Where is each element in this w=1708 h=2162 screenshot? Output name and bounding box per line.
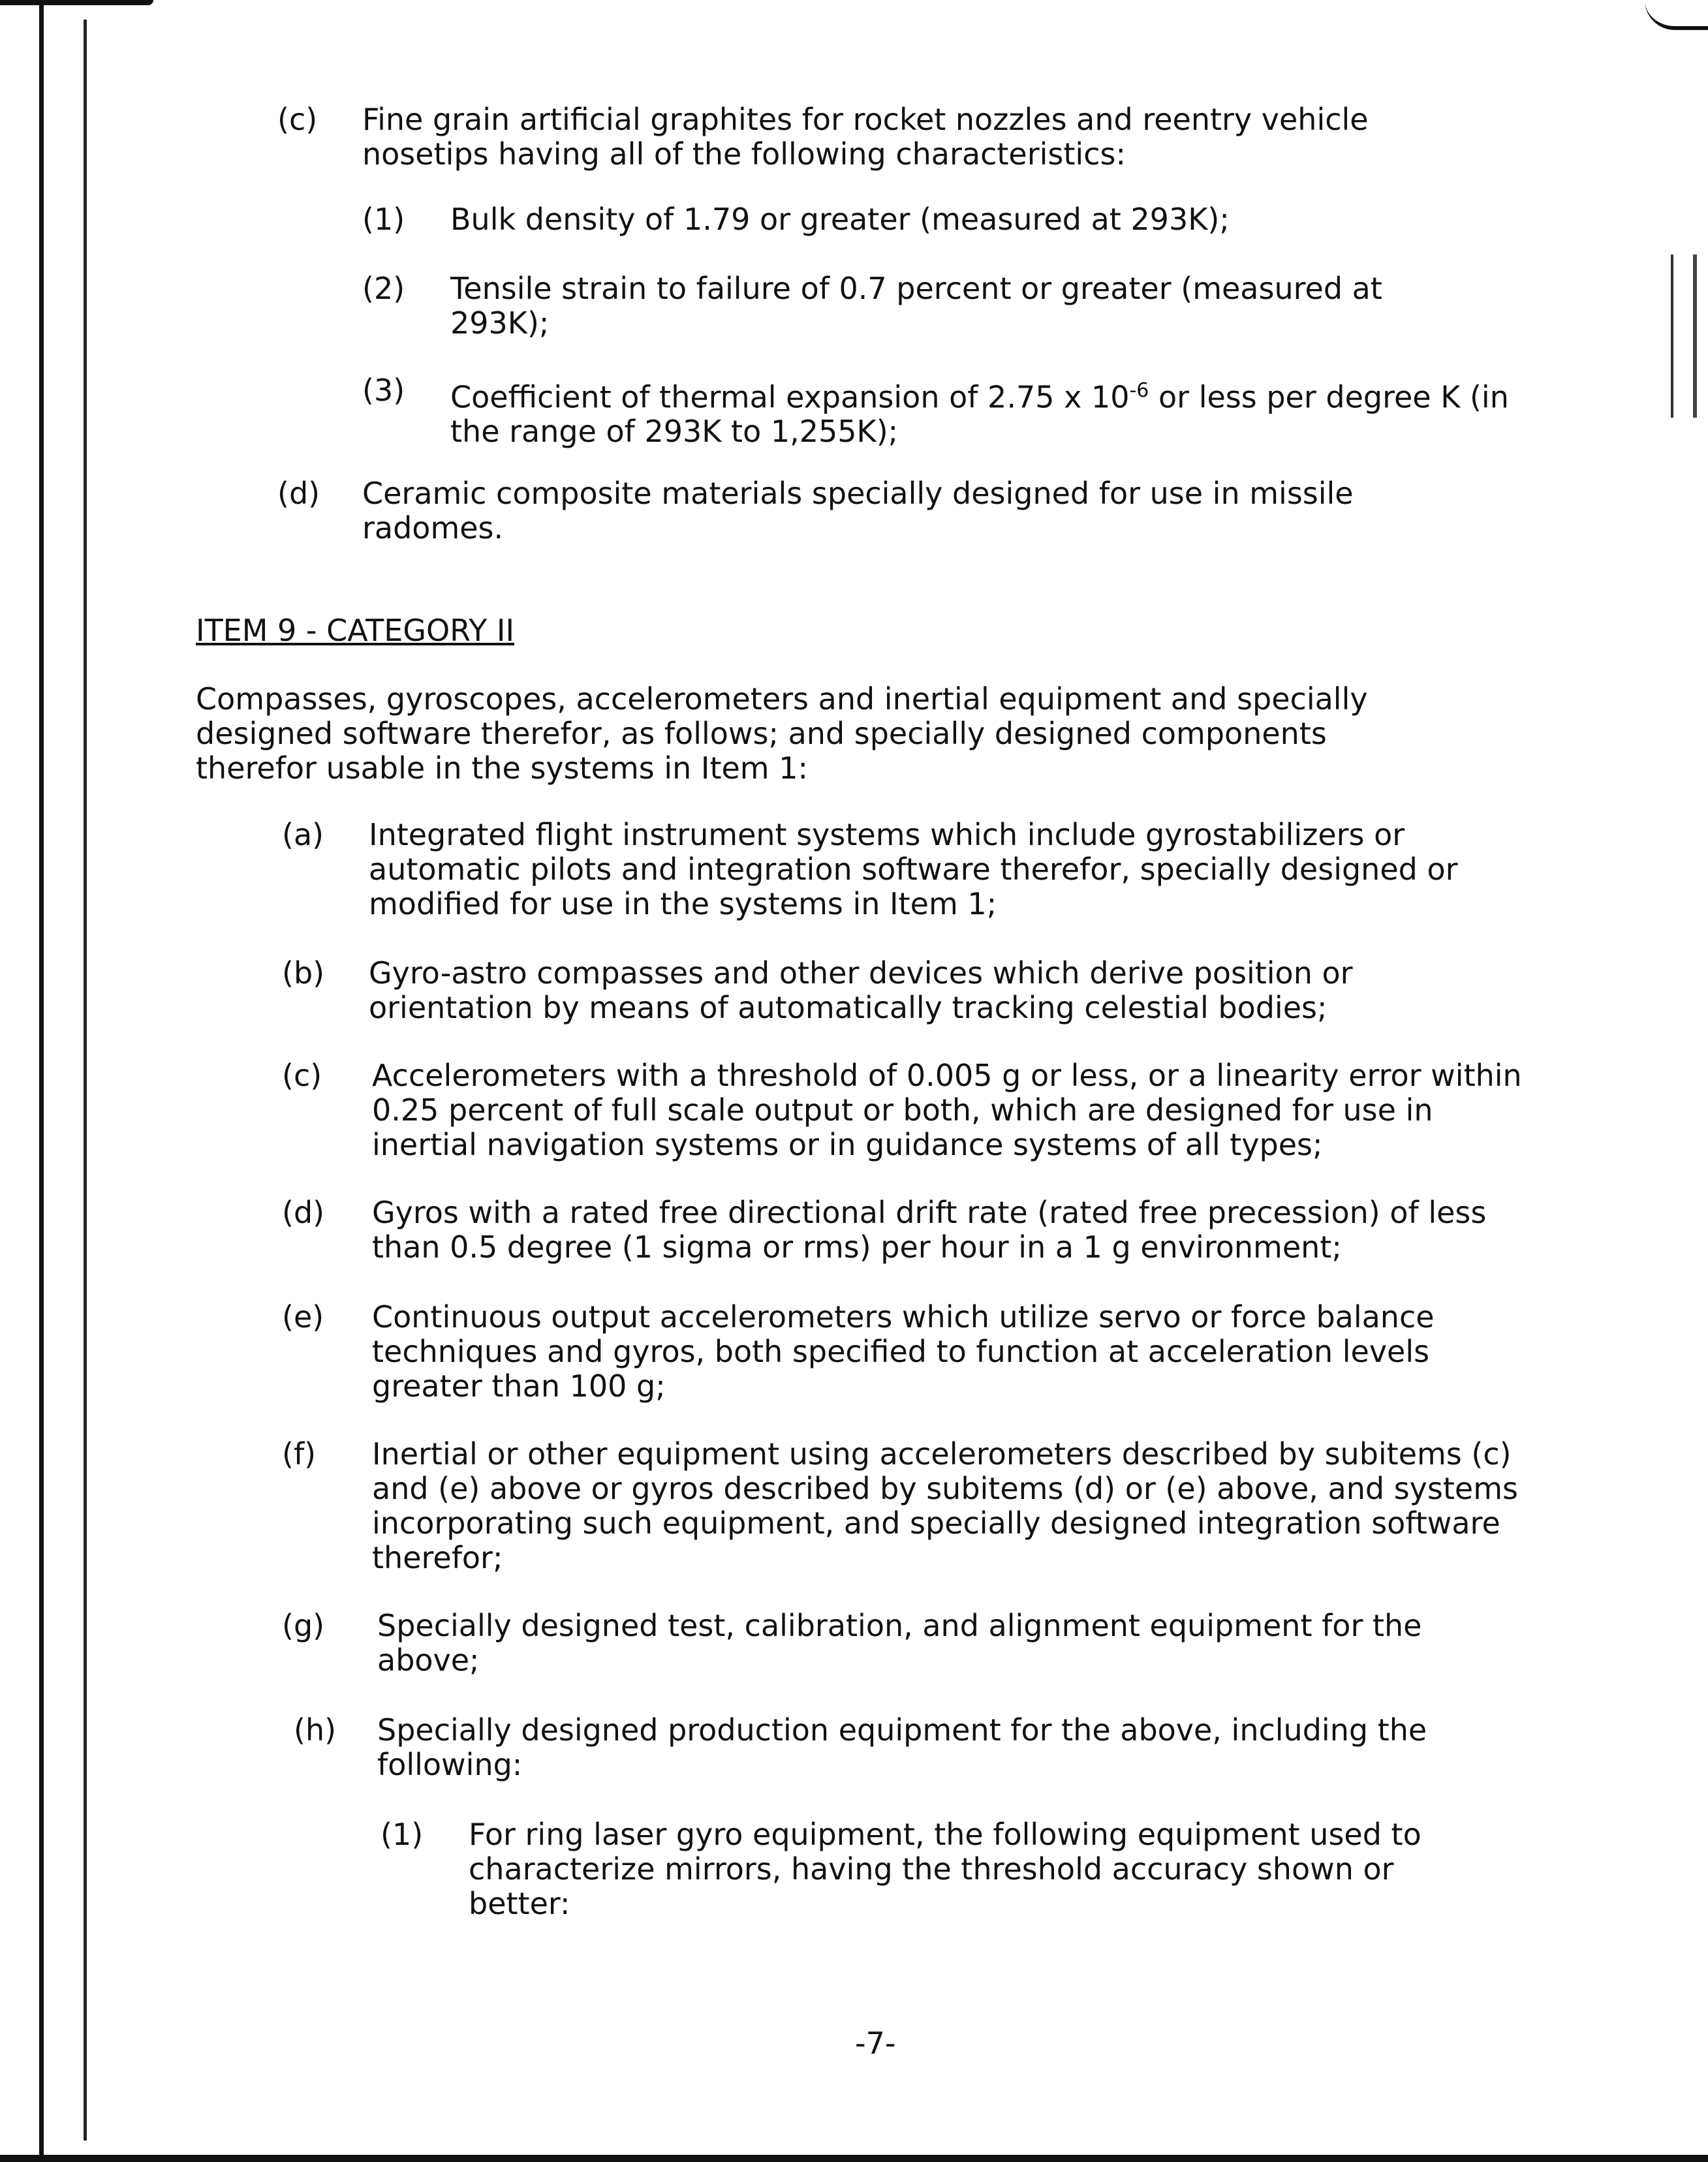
page-number: -7- [855, 2026, 896, 2061]
item-c-sub2-label: (2) [362, 271, 405, 306]
scan-edge-right-mark [1671, 255, 1697, 418]
scan-edge-corner [1645, 0, 1708, 30]
scan-edge-top [0, 0, 153, 5]
item9-h-sub1-label: (1) [380, 1817, 424, 1852]
item9-b-label: (b) [282, 955, 325, 991]
item-c-sub3-text-after: or less per degree K (in the range of 293K to 1,255K); [450, 379, 1509, 450]
item9-c-label: (c) [282, 1058, 322, 1093]
scan-edge-left [39, 0, 44, 2162]
item-c-sub2-text: Tensile strain to failure of 0.7 percent or greater (measured at 293K); [450, 271, 1382, 341]
item9-a-text: Integrated flight instrument systems which include gyrostabilizers or automatic pilots and integration software therefor, specially designed or modified for use in the systems in Item 1; [369, 817, 1458, 921]
item-c-sub1-label: (1) [362, 202, 405, 237]
item9-f-label: (f) [282, 1436, 317, 1472]
item9-f-text: Inertial or other equipment using accelerometers described by subitems (c) and (e) above or gyros described by subitems (d) or (e) above, and systems incorporating such equipment, and specially designed integration software therefor; [372, 1436, 1518, 1575]
item9-g-text: Specially designed test, calibration, and alignment equipment for the above; [377, 1608, 1422, 1678]
item9-a-label: (a) [282, 817, 324, 852]
item9-g-label: (g) [282, 1608, 325, 1643]
scan-edge-bottom [0, 2155, 1708, 2162]
item9-intro: Compasses, gyroscopes, accelerometers and inertial equipment and specially designed software therefor, as follows; and specially designed components therefor usable in the systems in Item 1: [196, 681, 1368, 786]
item-c-text: Fine grain artificial graphites for rocket nozzles and reentry vehicle nosetips having all of the following characteristics: [362, 102, 1369, 172]
item-c-sub3-text [450, 373, 1521, 449]
item9-d-text: Gyros with a rated free directional drift rate (rated free precession) of less than 0.5 degree (1 sigma or rms) per hour in a 1 g environment; [372, 1195, 1487, 1265]
item9-e-label: (e) [282, 1299, 324, 1335]
item-c-label: (c) [277, 102, 318, 137]
item-d-text: Ceramic composite materials specially designed for use in missile radomes. [362, 476, 1354, 546]
item9-d-label: (d) [282, 1195, 325, 1230]
item-d-label: (d) [277, 476, 320, 511]
item9-b-text: Gyro-astro compasses and other devices which derive position or orientation by means of automatically tracking celestial bodies; [369, 955, 1353, 1025]
item9-h-sub1-text: For ring laser gyro equipment, the following equipment used to characterize mirrors, having the threshold accuracy shown or better: [469, 1817, 1421, 1921]
item9-h-text: Specially designed production equipment for the above, including the following: [377, 1712, 1427, 1782]
item9-h-label: (h) [294, 1712, 337, 1748]
item9-heading: ITEM 9 - CATEGORY II [196, 613, 515, 648]
item-c-sub3-text-before: Coefficient of thermal expansion of 2.75 x 10 [450, 379, 1130, 415]
item9-c-text: Accelerometers with a threshold of 0.005 g or less, or a linearity error within 0.25 percent of full scale output or both, which are designed for use in inertial navigation systems or in guidance systems of all types; [372, 1058, 1522, 1162]
item-c-sub1-text: Bulk density of 1.79 or greater (measured at 293K); [450, 202, 1230, 237]
item9-e-text: Continuous output accelerometers which utilize servo or force balance techniques and gyros, both specified to function at acceleration levels greater than 100 g; [372, 1299, 1435, 1404]
item-c-sub3-superscript: -6 [1129, 379, 1149, 402]
scan-edge-left-inner [84, 20, 87, 2140]
item-c-sub3-label: (3) [362, 373, 405, 408]
